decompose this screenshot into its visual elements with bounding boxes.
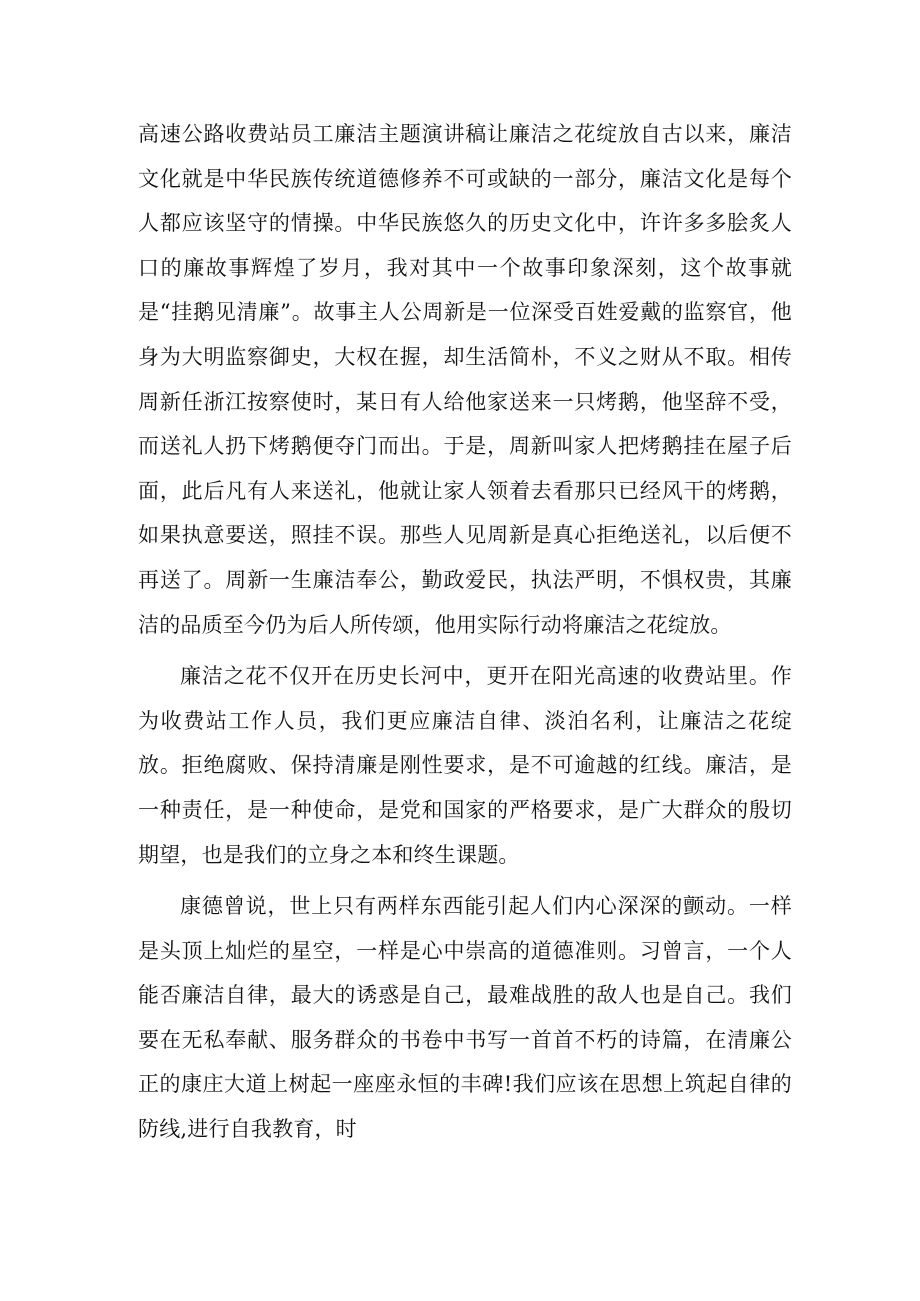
paragraph-1: 高速公路收费站员工廉洁主题演讲稿让廉洁之花绽放自古以来，廉洁文化就是中华民族传统道德修养不可或缺的一部分，廉洁文化是每个人都应该坚守的情操。中华民族悠久的历史文化中，许许多多脍炙人口的廉故事辉煌了岁月，我对其中一个故事印象深刻，这个故事就是“挂鹅见清廉”。故事主人公周新是一位深受百姓爱戴的监察官，他身为大明监察御史，大权在握，却生活简朴，不义之财从不取。相传周新任浙江按察使时，某日有人给他家送来一只烤鹅，他坚辞不受，而送礼人扔下烤鹅便夺门而出。于是，周新叫家人把烤鹅挂在屋子后面，此后凡有人来送礼，他就让家人领着去看那只已经风干的烤鹅，如果执意要送，照挂不误。那些人见周新是真心拒绝送礼，以后便不再送了。周新一生廉洁奉公，勤政爱民，执法严明，不惧权贵，其廉洁的品质至今仍为后人所传颂，他用实际行动将廉洁之花绽放。: [138, 122, 792, 637]
paragraph-3: 康德曾说，世上只有两样东西能引起人们内心深深的颤动。一样是头顶上灿烂的星空，一样是心中崇高的道德准则。习曾言，一个人能否廉洁自律，最大的诱惑是自己，最难战胜的敌人也是自己。我们要在无私奉献、服务群众的书卷中书写一首首不朽的诗篇，在清廉公正的康庄大道上树起一座座永恒的丰碑!我们应该在思想上筑起自律的防线,进行自我教育，时: [138, 894, 792, 1142]
document-body: [138, 112, 792, 1152]
paragraph-2: 廉洁之花不仅开在历史长河中，更开在阳光高速的收费站里。作为收费站工作人员，我们更应廉洁自律、淡泊名利，让廉洁之花绽放。拒绝腐败、保持清廉是刚性要求，是不可逾越的红线。廉洁，是一种责任，是一种使命，是党和国家的严格要求，是广大群众的殷切期望，也是我们的立身之本和终生课题。: [138, 664, 792, 867]
